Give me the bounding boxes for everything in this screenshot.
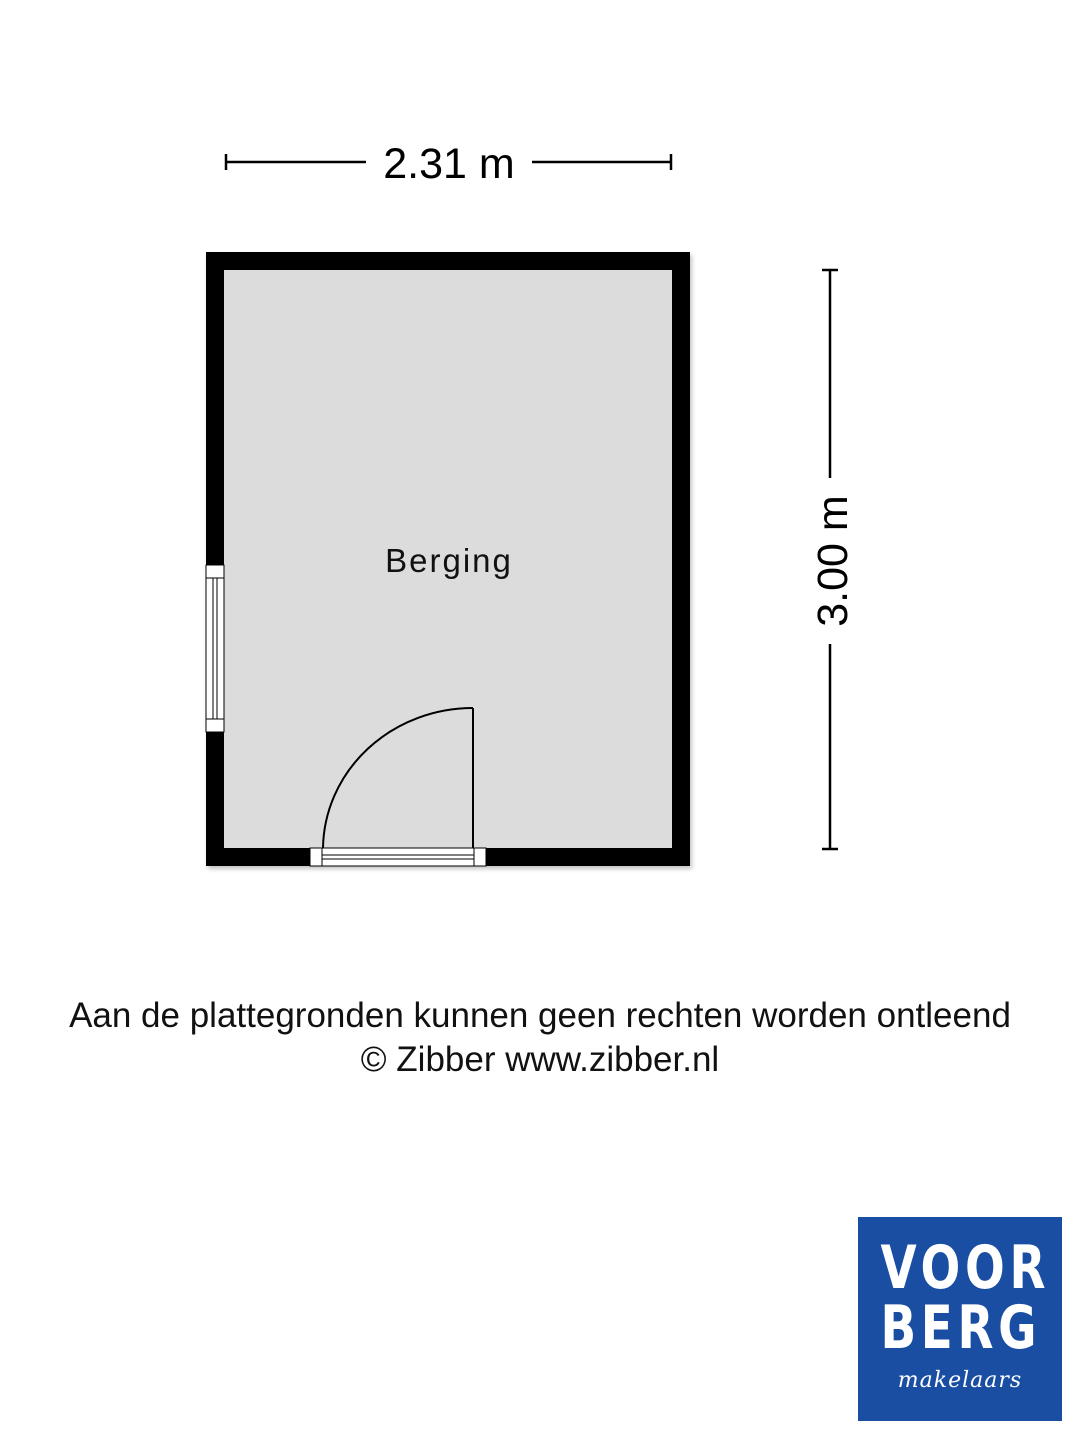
height-dimension-label: 3.00 m	[809, 495, 857, 627]
height-dimension	[809, 270, 857, 849]
width-dimension-label: 2.31 m	[383, 140, 515, 188]
room-berging	[206, 252, 692, 869]
copyright-text: © Zibber www.zibber.nl	[360, 1040, 720, 1079]
width-dimension	[226, 140, 671, 188]
logo-word-voor: VOOR	[880, 1233, 1051, 1303]
room-label: Berging	[385, 542, 513, 579]
window-left	[206, 565, 224, 732]
voorberg-logo	[858, 1217, 1062, 1421]
logo-word-berg: BERG	[880, 1293, 1042, 1363]
logo-word-makelaars: makelaars	[897, 1368, 1023, 1393]
disclaimer-text: Aan de plattegronden kunnen geen rechten worden ontleend	[69, 996, 1011, 1035]
